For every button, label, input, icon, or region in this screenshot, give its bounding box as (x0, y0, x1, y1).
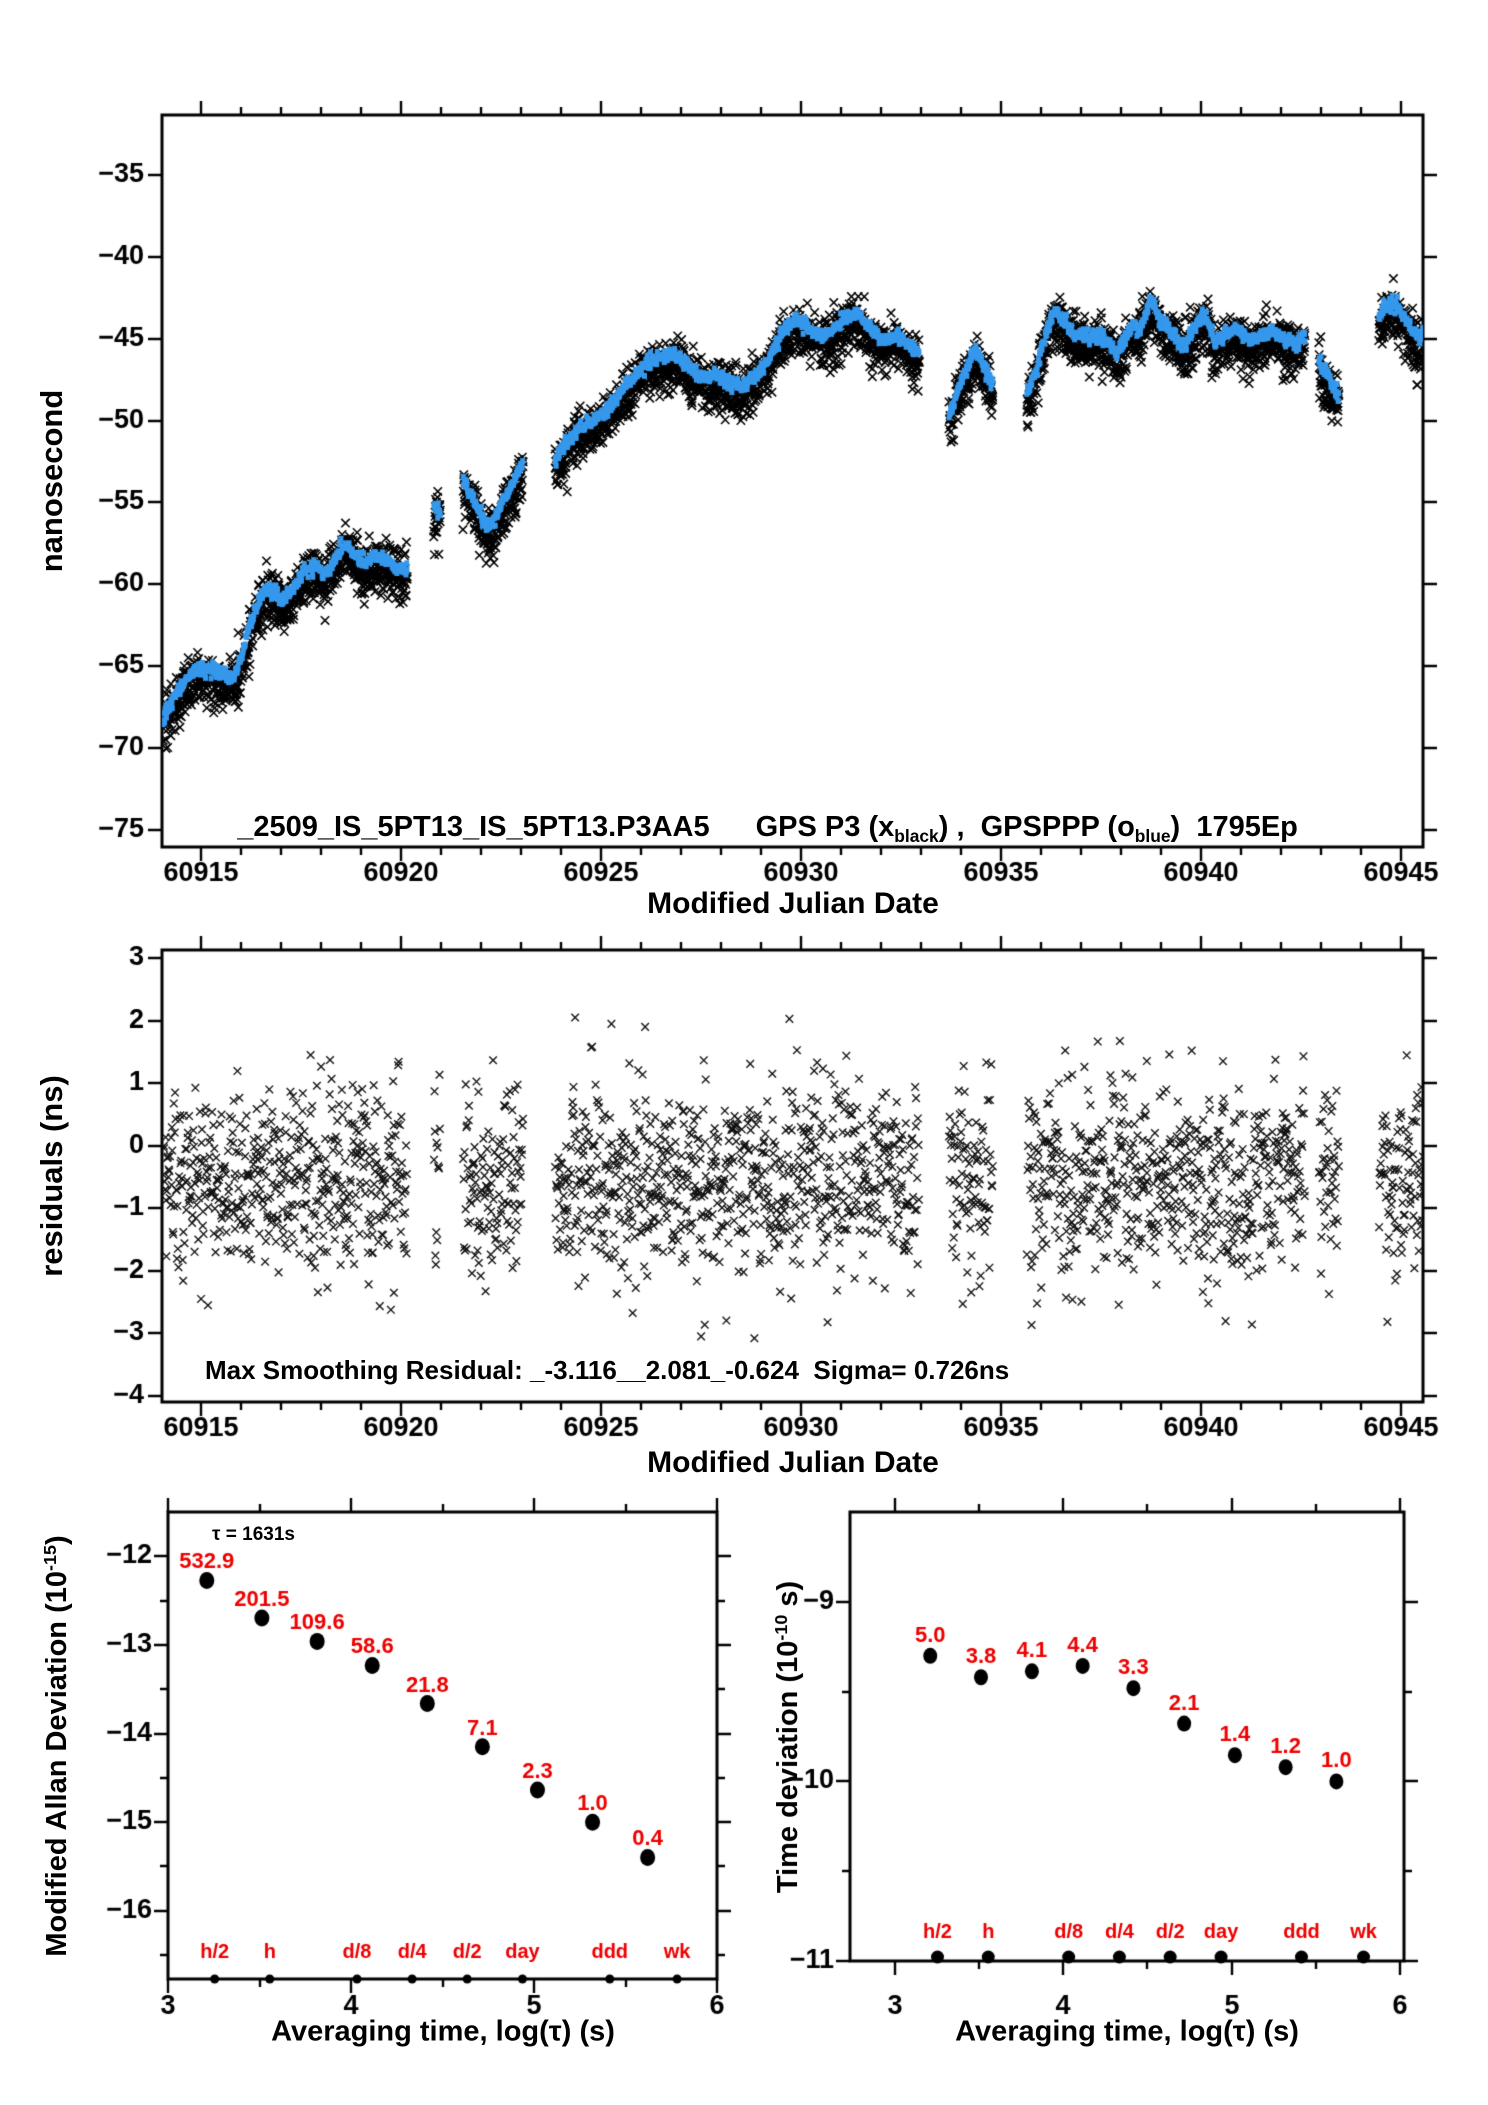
series-legend-black-sub: black (894, 826, 939, 847)
mdev-x-axis-title: Averaging time, log(τ) (s) (271, 2015, 615, 2048)
top-x-axis-title: Modified Julian Date (647, 887, 939, 920)
residuals-annotation: Max Smoothing Residual: _-3.116__2.081_-0.624 Sigma= 0.726ns (205, 1355, 1010, 1385)
series-legend-mid: ) , GPSPPP (o (938, 811, 1135, 843)
mdev-y-axis-title: Modified Allan Deviation $(10^{-15})$ (40, 1535, 73, 1957)
top-y-axis-title: nanosecond (34, 389, 69, 573)
tdev-x-axis-title: Averaging time, log(τ) (s) (955, 2015, 1299, 2048)
mdev-tau-note: τ = 1631s (212, 1524, 295, 1545)
series-legend-epochs: ) 1795Ep (1170, 811, 1298, 843)
series-legend-gps-p3: GPS P3 (x (755, 811, 895, 843)
dataset-id: _2509_IS_5PT13_IS_5PT13.P3AA5 (237, 811, 710, 843)
residuals-y-axis-title: residuals (ns) (34, 1075, 69, 1277)
top-annotation (205, 778, 1298, 880)
series-legend-blue-sub: blue (1134, 826, 1171, 847)
tdev-y-axis-title: Time deviation ($10^{-10}$ s) (771, 1580, 804, 1894)
residuals-x-axis-title: Modified Julian Date (647, 1446, 939, 1479)
